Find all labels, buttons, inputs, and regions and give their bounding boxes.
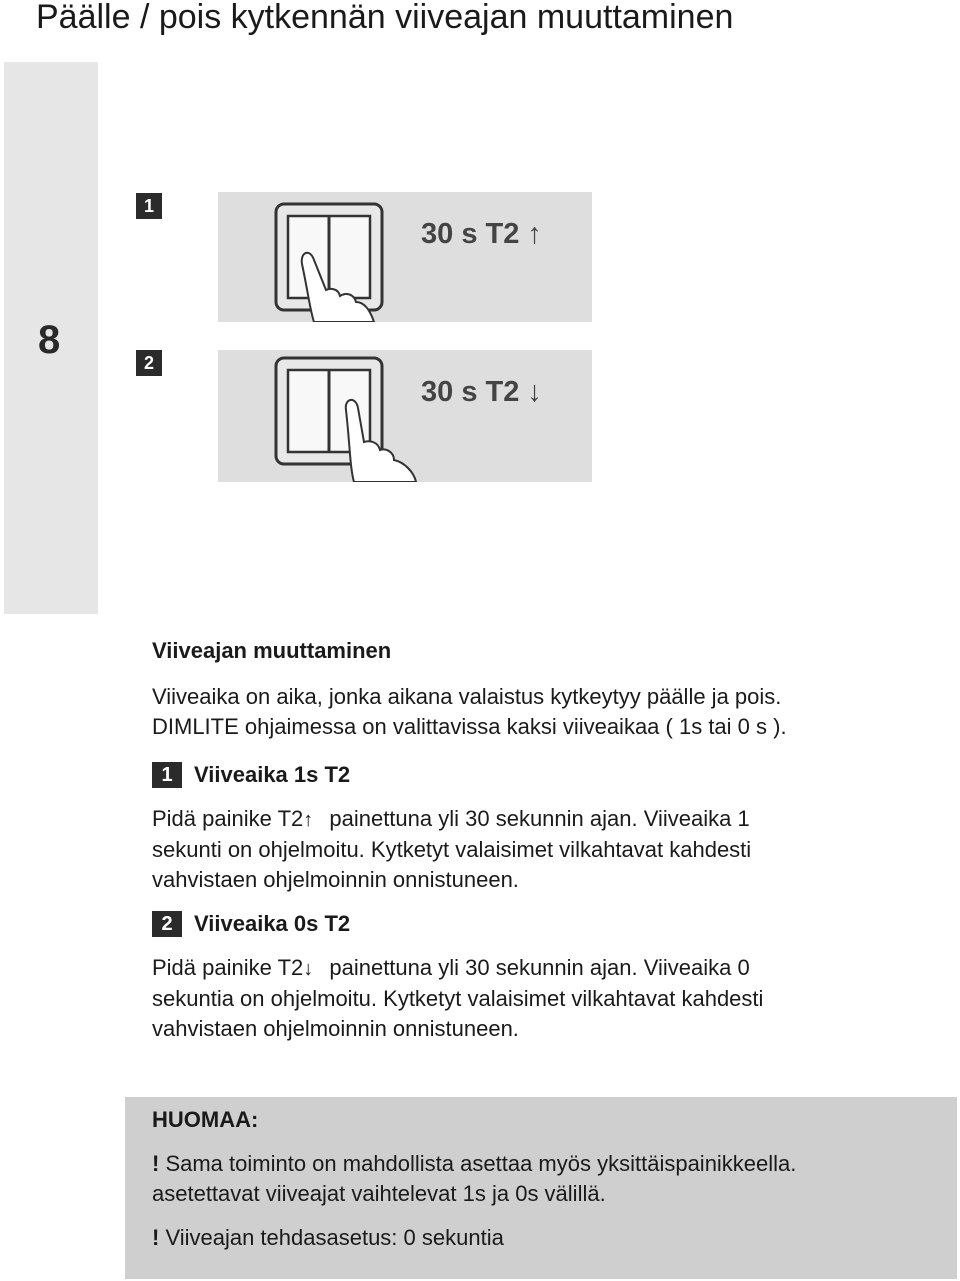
step-1-line-3: vahvistaen ohjelmoinnin onnistuneen.: [152, 867, 519, 892]
step-1-line-1: [152, 804, 942, 835]
note-item-1: [152, 1149, 952, 1209]
illustration-press-up: [218, 192, 592, 322]
exclamation-icon: !: [152, 1225, 160, 1250]
step-2-title: Viiveaika 0s T2: [194, 911, 351, 936]
step-number: 8: [38, 318, 61, 362]
switch-press-up-graphic: [218, 192, 592, 322]
arrow-up-icon: ↑: [303, 809, 314, 831]
arrow-down-icon: ↓: [303, 958, 314, 980]
step-2-line-1-pre: Pidä painike T2: [152, 955, 304, 980]
note-item-1-line-1: Sama toiminto on mahdollista asettaa myös yksittäispainikkeella.: [159, 1151, 797, 1176]
step-2-line-2: sekuntia on ohjelmoitu. Kytketyt valaisimet vilkahtavat kahdesti: [152, 986, 764, 1011]
illustration-2-badge: 2: [136, 350, 162, 376]
intro-line-2: DIMLITE ohjaimessa on valittavissa kaksi viiveaikaa ( 1s tai 0 s ).: [152, 714, 787, 739]
note-box: [125, 1097, 957, 1279]
note-item-1-line-2: asetettavat viiveajat vaihtelevat 1s ja 0s välillä.: [152, 1181, 606, 1206]
illustration-1-label-text: 30 s T2: [421, 218, 520, 250]
note-item-2: [152, 1223, 952, 1253]
step-2-heading: [152, 909, 942, 939]
step-1-heading: [152, 760, 942, 790]
step-1-line-1-pre: Pidä painike T2: [152, 806, 304, 831]
step-2-line-3: vahvistaen ohjelmoinnin onnistuneen.: [152, 1016, 519, 1041]
arrow-up-icon: ↑: [527, 218, 542, 250]
illustration-press-down: [218, 350, 592, 482]
illustration-2-label-text: 30 s T2: [421, 376, 520, 408]
exclamation-icon: !: [152, 1151, 160, 1176]
step-2-badge: 2: [152, 911, 182, 937]
arrow-down-icon: ↓: [527, 376, 542, 408]
intro-line-1: Viiveaika on aika, jonka aikana valaistus kytkeytyy päälle ja pois.: [152, 684, 782, 709]
step-1-title: Viiveaika 1s T2: [194, 762, 351, 787]
step-1-line-1-post: painettuna yli 30 sekunnin ajan. Viiveaika 1: [323, 806, 750, 831]
step-2-line-1-post: painettuna yli 30 sekunnin ajan. Viiveaika 0: [323, 955, 750, 980]
illustration-1-badge: 1: [136, 193, 162, 219]
page-title: Päälle / pois kytkennän viiveajan muuttaminen: [36, 0, 734, 36]
switch-press-down-graphic: [218, 350, 592, 482]
step-2-line-1: [152, 953, 942, 984]
step-1-line-2: sekunti on ohjelmoitu. Kytketyt valaisimet vilkahtavat kahdesti: [152, 837, 752, 862]
section-heading: Viiveajan muuttaminen: [152, 638, 392, 663]
illustration-1-label: [421, 218, 542, 251]
note-title: HUOMAA:: [152, 1107, 259, 1132]
note-item-2-text: Viiveajan tehdasasetus: 0 sekuntia: [159, 1225, 504, 1250]
illustration-2-label: [421, 376, 542, 409]
instructions: [152, 636, 942, 1044]
step-1-badge: 1: [152, 762, 182, 788]
